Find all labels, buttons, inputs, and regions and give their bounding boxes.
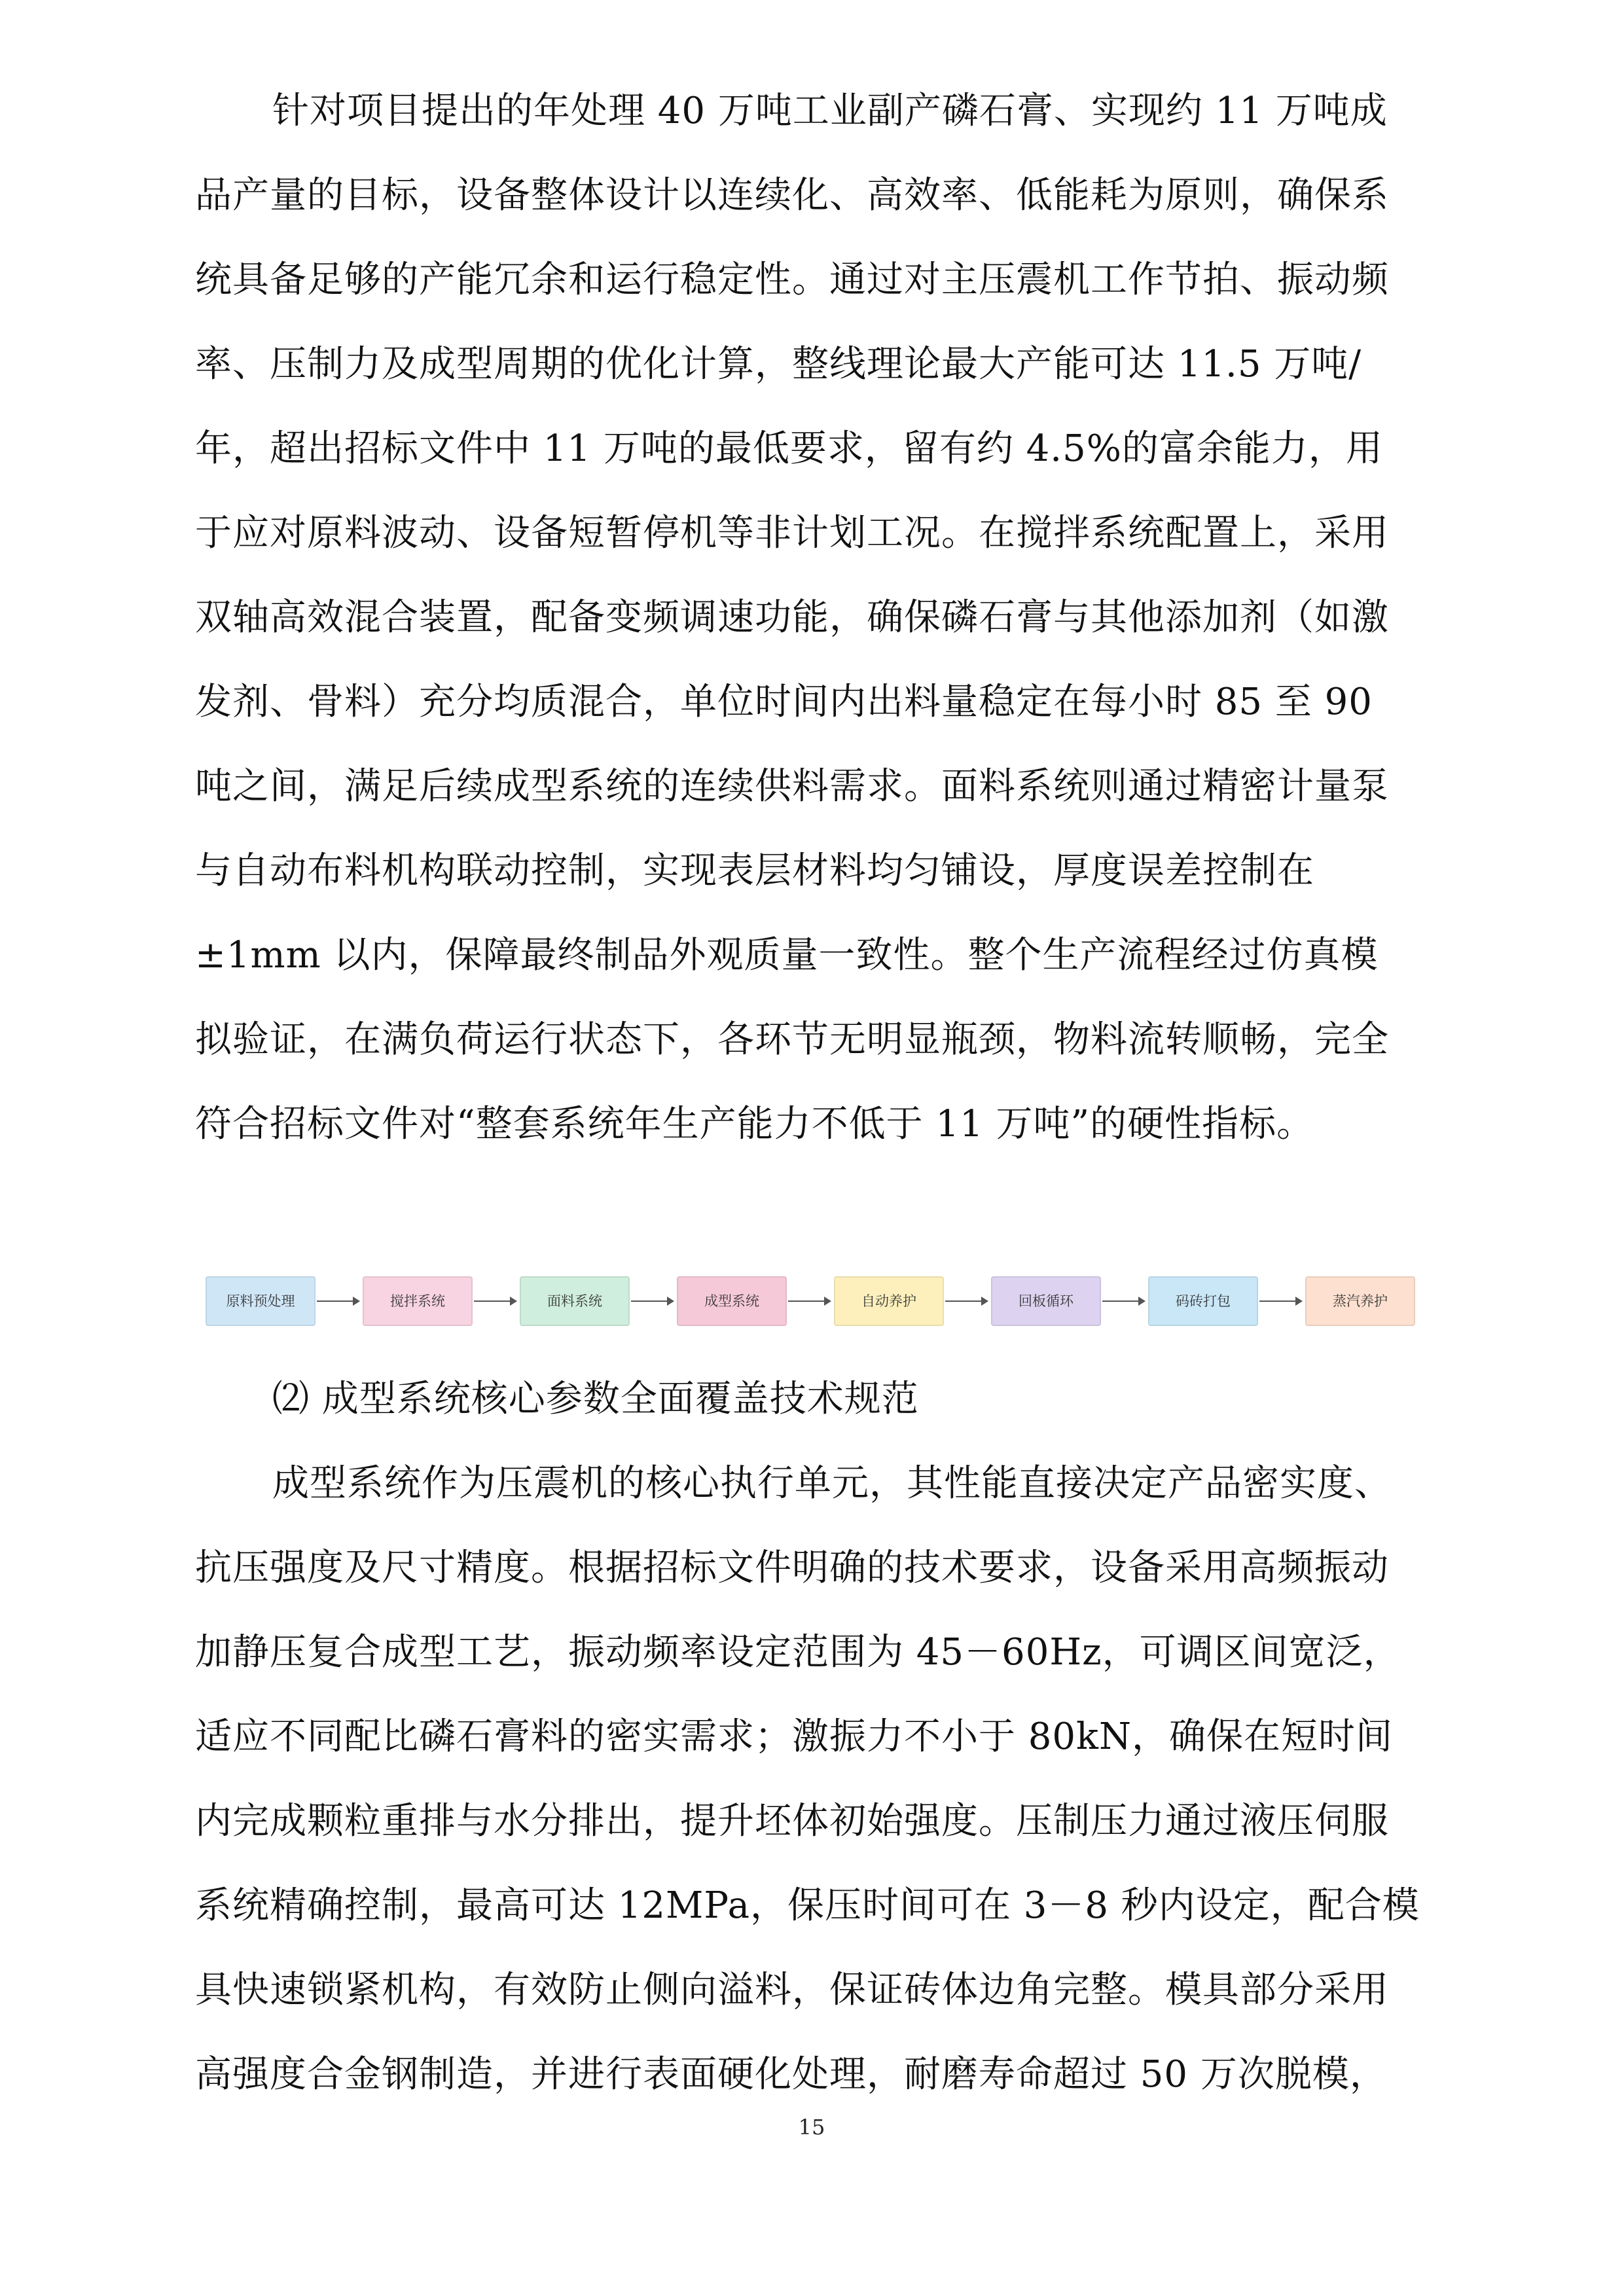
production-flow-diagram xyxy=(206,1276,1428,1326)
text-line: 针对项目提出的年处理 40 万吨工业副产磷石膏、实现约 11 万吨成 xyxy=(272,90,1388,132)
flow-step-facing-system: 面料系统 xyxy=(520,1276,630,1326)
section-heading: ⑵ 成型系统核心参数全面覆盖技术规范 xyxy=(272,1378,919,1420)
text-line: 抗压强度及尺寸精度。根据招标文件明确的技术要求，设备采用高频振动 xyxy=(195,1547,1389,1589)
text-line: 品产量的目标，设备整体设计以连续化、高效率、低能耗为原则，确保系 xyxy=(195,174,1389,217)
text-line: 符合招标文件对“整套系统年生产能力不低于 11 万吨”的硬性指标。 xyxy=(195,1103,1314,1145)
flow-step-pallet-return: 回板循环 xyxy=(991,1276,1101,1326)
text-line: 加静压复合成型工艺，振动频率设定范围为 45－60Hz，可调区间宽泛， xyxy=(195,1631,1401,1674)
text-line: 率、压制力及成型周期的优化计算，整线理论最大产能可达 11.5 万吨/ xyxy=(195,343,1362,386)
flow-step-raw-material-pretreatment: 原料预处理 xyxy=(206,1276,316,1326)
text-line: 拟验证，在满负荷运行状态下，各环节无明显瓶颈，物料流转顺畅，完全 xyxy=(195,1018,1389,1061)
text-line: 吨之间，满足后续成型系统的连续供料需求。面料系统则通过精密计量泵 xyxy=(195,765,1389,808)
text-line: 高强度合金钢制造，并进行表面硬化处理，耐磨寿命超过 50 万次脱模， xyxy=(195,2053,1387,2096)
text-line: 具快速锁紧机构，有效防止侧向溢料，保证砖体边角完整。模具部分采用 xyxy=(195,1969,1389,2011)
flow-step-auto-curing: 自动养护 xyxy=(834,1276,944,1326)
flow-arrow-icon xyxy=(474,1300,516,1302)
flow-step-mixing-system: 搅拌系统 xyxy=(363,1276,473,1326)
flow-arrow-icon xyxy=(317,1300,359,1302)
text-line: 于应对原料波动、设备短暂停机等非计划工况。在搅拌系统配置上，采用 xyxy=(195,512,1389,554)
text-line: 系统精确控制，最高可达 12MPa，保压时间可在 3－8 秒内设定，配合模 xyxy=(195,1884,1420,1927)
flow-arrow-icon xyxy=(945,1300,987,1302)
text-line: 双轴高效混合装置，配备变频调速功能，确保磷石膏与其他添加剂（如激 xyxy=(195,596,1389,639)
flow-step-forming-system: 成型系统 xyxy=(677,1276,787,1326)
text-line: 与自动布料机构联动控制，实现表层材料均匀铺设，厚度误差控制在 xyxy=(195,850,1314,892)
flow-arrow-icon xyxy=(788,1300,830,1302)
flow-step-steam-curing: 蒸汽养护 xyxy=(1305,1276,1415,1326)
text-line: 适应不同配比磷石膏料的密实需求；激振力不小于 80kN，确保在短时间 xyxy=(195,1715,1393,1758)
page-number: 15 xyxy=(798,2115,825,2140)
text-line: 年，超出招标文件中 11 万吨的最低要求，留有约 4.5%的富余能力，用 xyxy=(195,427,1383,470)
text-line: ±1mm 以内，保障最终制品外观质量一致性。整个生产流程经过仿真模 xyxy=(195,934,1379,977)
text-line: 发剂、骨料）充分均质混合，单位时间内出料量稳定在每小时 85 至 90 xyxy=(195,681,1373,723)
text-line: 成型系统作为压震机的核心执行单元，其性能直接决定产品密实度、 xyxy=(272,1462,1392,1505)
flow-arrow-icon xyxy=(1259,1300,1301,1302)
text-line: 内完成颗粒重排与水分排出，提升坯体初始强度。压制压力通过液压伺服 xyxy=(195,1800,1389,1842)
flow-step-stacking-packing: 码砖打包 xyxy=(1148,1276,1258,1326)
text-line: 统具备足够的产能冗余和运行稳定性。通过对主压震机工作节拍、振动频 xyxy=(195,259,1389,301)
flow-arrow-icon xyxy=(1102,1300,1144,1302)
flow-arrow-icon xyxy=(631,1300,673,1302)
